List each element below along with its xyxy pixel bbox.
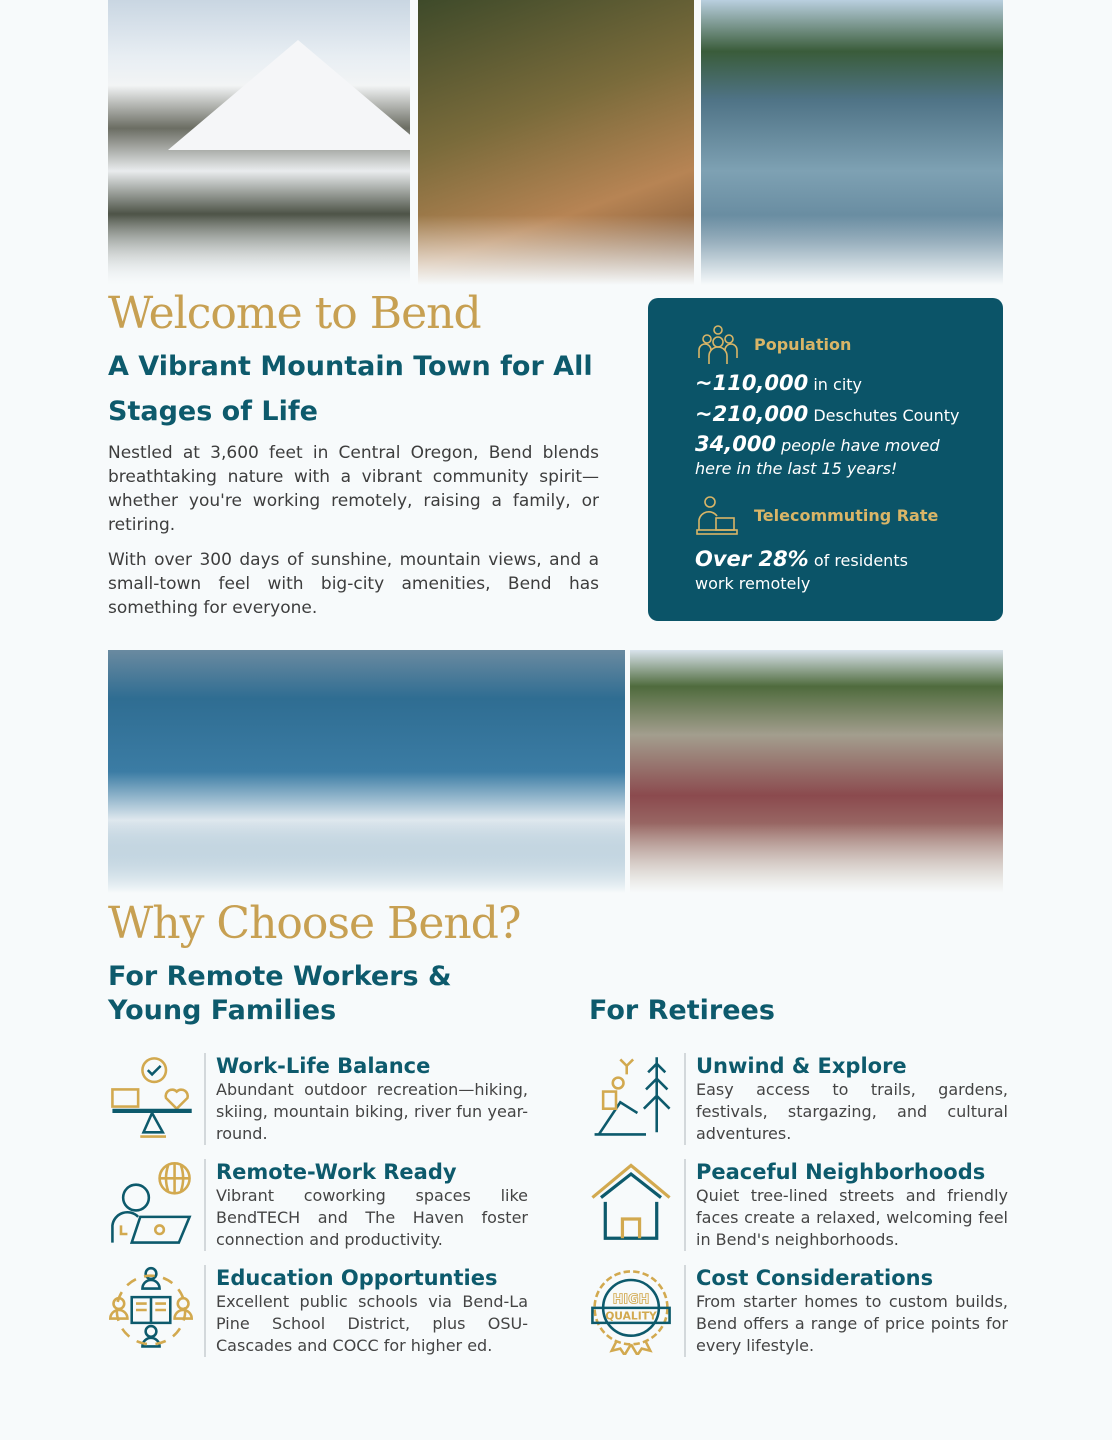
feature-item bbox=[108, 1053, 528, 1145]
left-heading-1: For Remote Workers & bbox=[108, 961, 452, 992]
why-title: Why Choose Bend? bbox=[108, 898, 521, 949]
feature-text: From starter homes to custom builds, Bend offers a range of price points for every lifestyle. bbox=[696, 1292, 1008, 1355]
population-heading: Population bbox=[696, 324, 851, 364]
remote-worker-icon bbox=[696, 494, 740, 536]
feature-title: Cost Considerations bbox=[696, 1266, 934, 1290]
feature-title: Work-Life Balance bbox=[216, 1054, 431, 1078]
feature-title: Remote-Work Ready bbox=[216, 1160, 457, 1184]
feature-text: Vibrant coworking spaces like BendTECH and The Haven foster connection and productivity. bbox=[216, 1186, 528, 1249]
photo-mountain-biking bbox=[418, 0, 694, 285]
feature-item bbox=[588, 1265, 1008, 1357]
feature-item bbox=[588, 1159, 1008, 1251]
feature-title: Education Opportunties bbox=[216, 1266, 498, 1290]
intro-subtitle-2: Stages of Life bbox=[108, 396, 318, 427]
feature-text: Easy access to trails, gardens, festivals, stargazing, and cultural adventures. bbox=[696, 1080, 1008, 1143]
svg-text:HIGH: HIGH bbox=[612, 1292, 650, 1308]
stats-box bbox=[648, 298, 1003, 621]
feature-text: Quiet tree-lined streets and friendly faces create a relaxed, welcoming feel in Bend's neighborhoods. bbox=[696, 1186, 1008, 1249]
intro-paragraph-2: With over 300 days of sunshine, mountain views, and a small-town feel with big-city amenities, Bend has something for everyone. bbox=[108, 550, 599, 618]
photo-river-floating bbox=[701, 0, 1003, 285]
welcome-title: Welcome to Bend bbox=[108, 288, 481, 339]
feature-title: Unwind & Explore bbox=[696, 1054, 907, 1078]
stat-telecom: Over 28% of residents work remotely bbox=[695, 547, 908, 593]
photo-pickleball bbox=[630, 650, 1003, 893]
intro-subtitle-1: A Vibrant Mountain Town for All bbox=[108, 351, 593, 382]
high-quality-badge-icon bbox=[588, 1265, 674, 1355]
hiker-icon bbox=[588, 1053, 674, 1143]
education-icon bbox=[108, 1265, 194, 1355]
telecom-heading: Telecommuting Rate bbox=[696, 494, 938, 536]
feature-text: Excellent public schools via Bend-La Pine School District, plus OSU-Cascades and COCC for higher ed. bbox=[216, 1292, 528, 1355]
feature-text: Abundant outdoor recreation—hiking, skiing, mountain biking, river fun year-round. bbox=[216, 1080, 528, 1143]
house-icon bbox=[588, 1159, 674, 1249]
remote-work-icon bbox=[108, 1159, 194, 1249]
photo-mount-bachelor bbox=[108, 0, 410, 285]
intro-paragraph-1: Nestled at 3,600 feet in Central Oregon, Bend blends breathtaking nature with a vibrant community spirit—whether you're working remotely, raising a family, or retiring. bbox=[108, 443, 599, 535]
photo-river-surfing bbox=[108, 650, 625, 893]
stat-county: ~210,000 Deschutes County bbox=[695, 402, 960, 426]
stat-moved: 34,000 people have moved here in the last 15 years! bbox=[695, 432, 940, 478]
feature-title: Peaceful Neighborhoods bbox=[696, 1160, 986, 1184]
feature-item bbox=[108, 1265, 528, 1357]
feature-item bbox=[108, 1159, 528, 1251]
left-heading-2: Young Families bbox=[108, 995, 337, 1026]
feature-item bbox=[588, 1053, 1008, 1145]
stat-city: ~110,000 in city bbox=[695, 371, 862, 395]
people-group-icon bbox=[696, 324, 740, 364]
right-heading: For Retirees bbox=[589, 995, 775, 1026]
work-life-balance-icon bbox=[108, 1053, 194, 1143]
svg-text:QUALITY: QUALITY bbox=[605, 1309, 657, 1323]
